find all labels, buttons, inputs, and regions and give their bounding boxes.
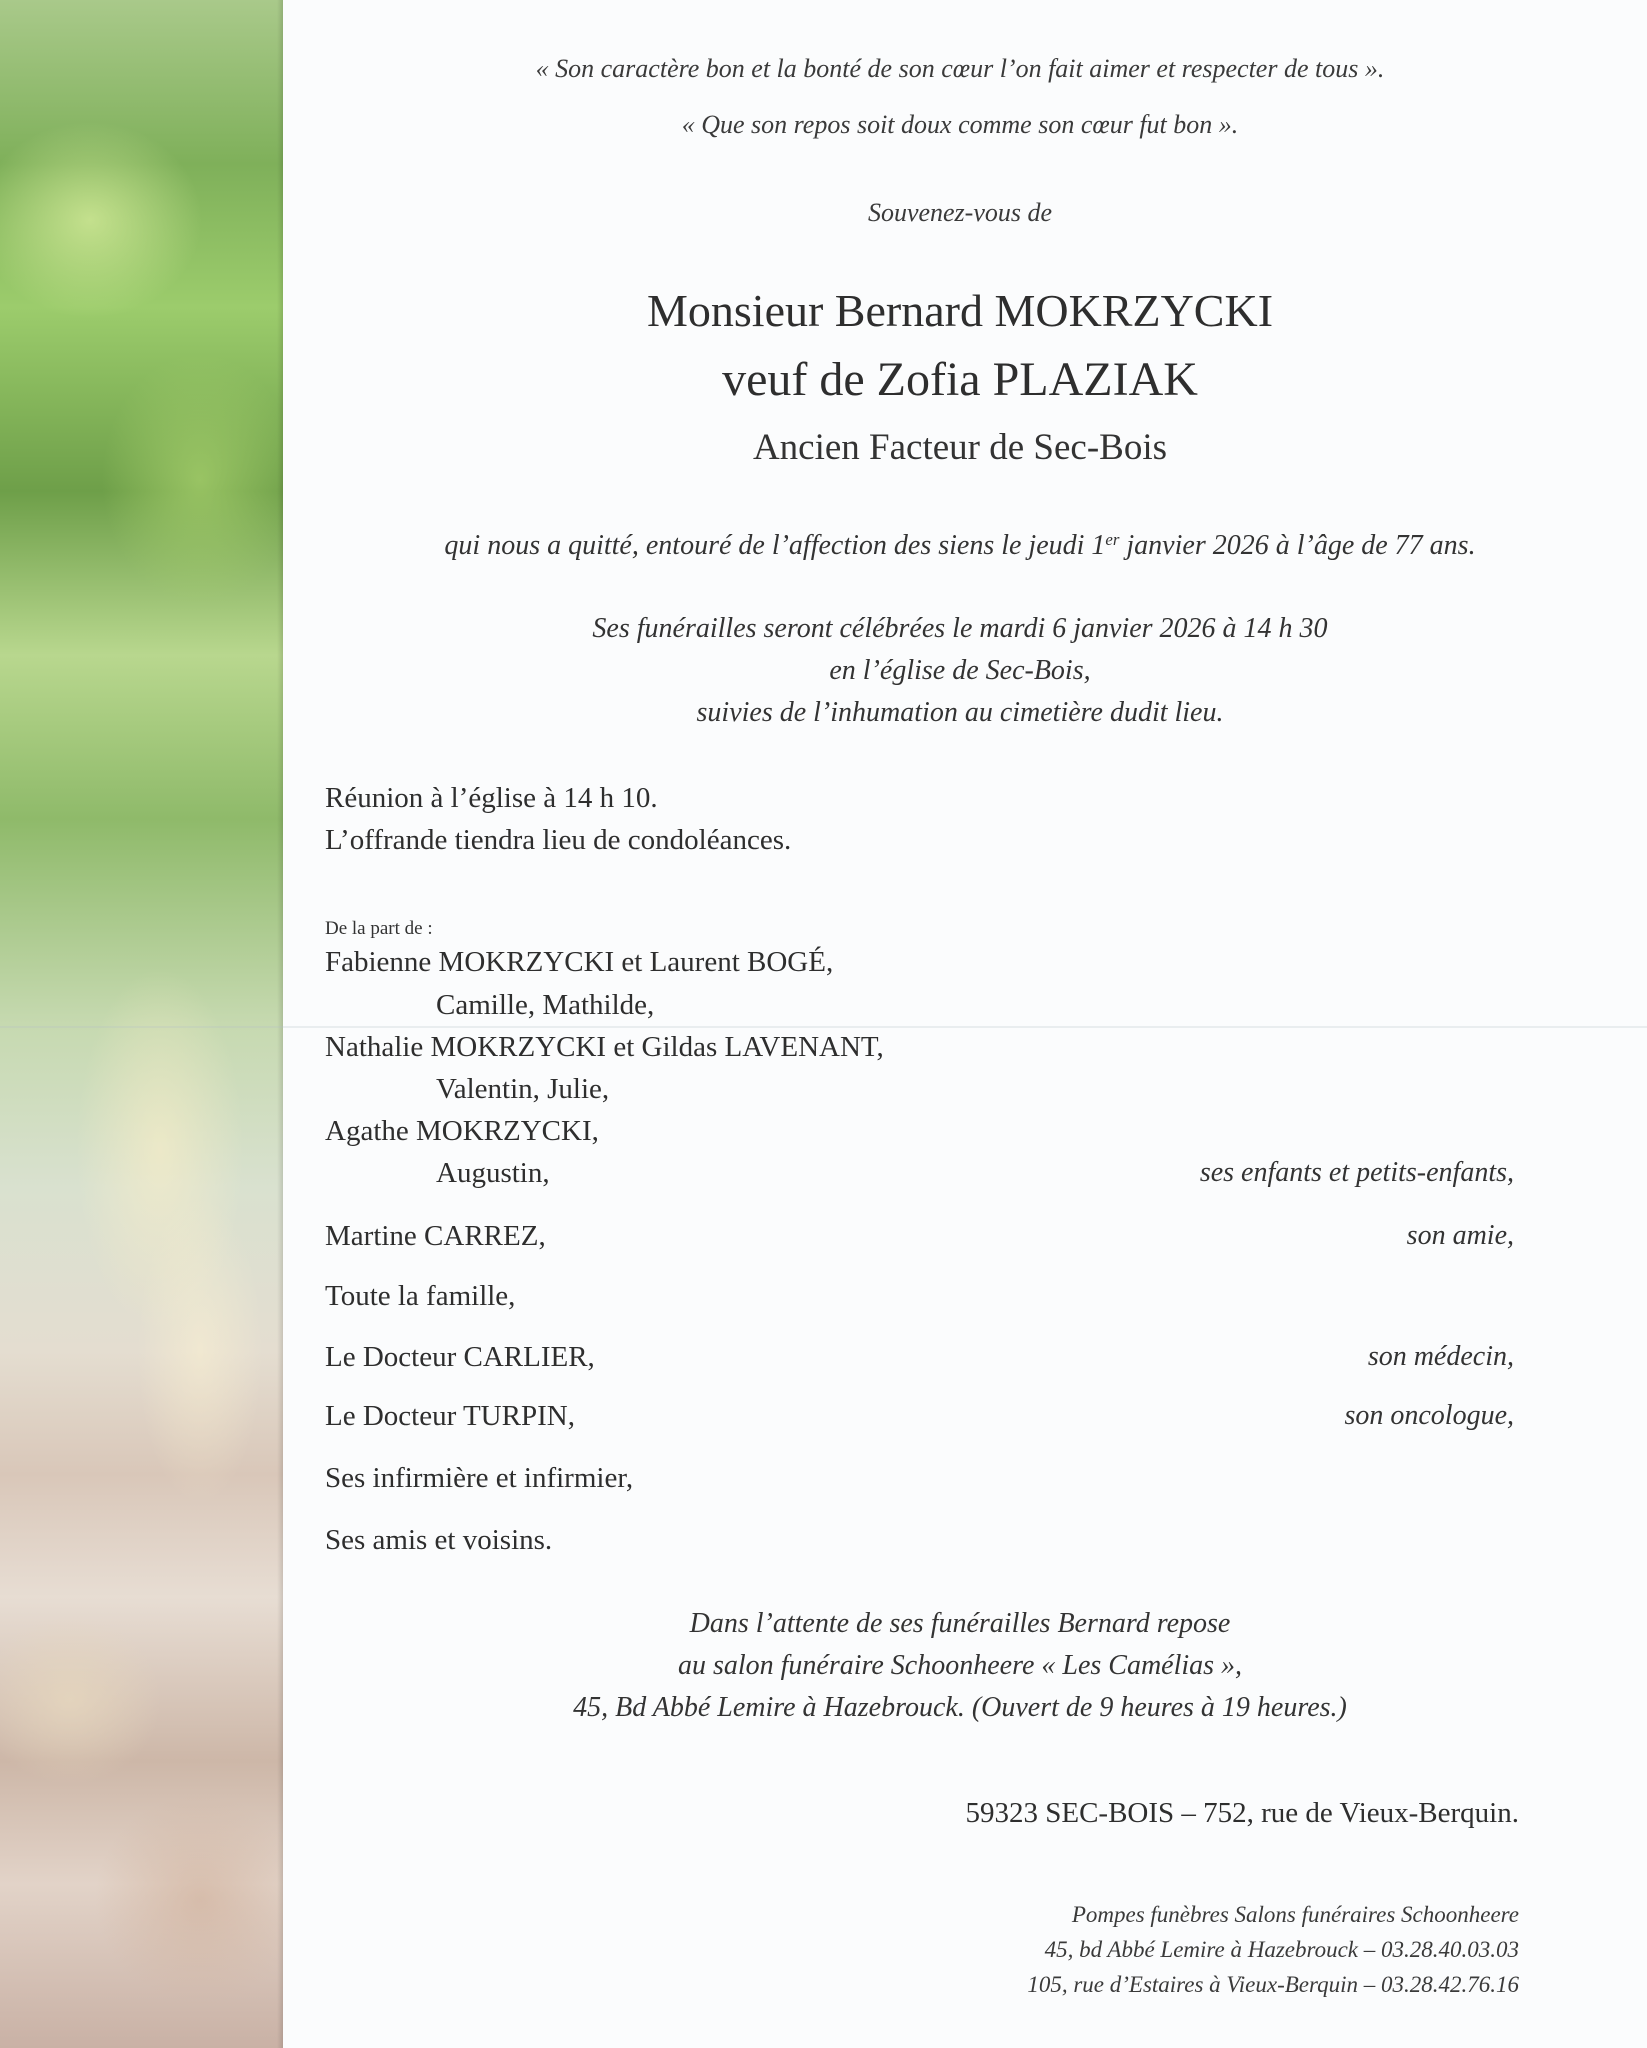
family-row-7: Martine CARREZ, bbox=[325, 1220, 546, 1252]
family-row-10: Le Docteur TURPIN, bbox=[325, 1400, 575, 1432]
family-row-11: Ses infirmière et infirmier, bbox=[325, 1462, 634, 1494]
family-role-7: son amie, bbox=[1406, 1220, 1514, 1251]
meeting-line-2: L’offrande tiendra lieu de condoléances. bbox=[325, 824, 792, 856]
epigraph-line-1: « Son caractère bon et la bonté de son cœur l’on fait aimer et respecter de tous ». bbox=[535, 54, 1385, 83]
home-address: 59323 SEC-BOIS – 752, rue de Vieux-Berquin. bbox=[965, 1797, 1519, 1829]
family-row-3: Nathalie MOKRZYCKI et Gildas LAVENANT, bbox=[325, 1031, 884, 1063]
family-row-1: Fabienne MOKRZYCKI et Laurent BOGÉ, bbox=[325, 946, 834, 978]
deceased-occupation: Ancien Facteur de Sec-Bois bbox=[752, 427, 1168, 468]
funeral-line-3: suivies de l’inhumation au cimetière dudit lieu. bbox=[696, 697, 1224, 728]
death-notice-superscript: er bbox=[1105, 529, 1120, 549]
deceased-widower: veuf de Zofia PLAZIAK bbox=[722, 353, 1198, 406]
family-row-2: Camille, Mathilde, bbox=[436, 989, 655, 1021]
family-row-6: Augustin, bbox=[436, 1157, 550, 1189]
family-row-8: Toute la famille, bbox=[325, 1280, 516, 1312]
family-role-10: son oncologue, bbox=[1344, 1400, 1514, 1431]
death-notice bbox=[330, 530, 1590, 562]
family-role-9: son médecin, bbox=[1367, 1341, 1514, 1372]
rest-line-1: Dans l’attente de ses funérailles Bernard repose bbox=[689, 1608, 1231, 1639]
from-label: De la part de : bbox=[325, 918, 433, 939]
funeral-home-line-3: 105, rue d’Estaires à Vieux-Berquin – 03.28.42.76.16 bbox=[1027, 1972, 1519, 1997]
intro-text: Souvenez-vous de bbox=[867, 198, 1053, 227]
family-role-6: ses enfants et petits-enfants, bbox=[1199, 1157, 1514, 1188]
family-row-4: Valentin, Julie, bbox=[436, 1073, 610, 1105]
rest-line-3: 45, Bd Abbé Lemire à Hazebrouck. (Ouvert de 9 heures à 19 heures.) bbox=[573, 1692, 1347, 1723]
rest-line-2: au salon funéraire Schoonheere « Les Camélias », bbox=[677, 1650, 1243, 1681]
deceased-name: Monsieur Bernard MOKRZYCKI bbox=[646, 285, 1274, 336]
family-row-12: Ses amis et voisins. bbox=[325, 1524, 553, 1556]
epigraph-line-2: « Que son repos soit doux comme son cœur fut bon ». bbox=[681, 110, 1239, 139]
funeral-home-line-2: 45, bd Abbé Lemire à Hazebrouck – 03.28.40.03.03 bbox=[1044, 1937, 1519, 1962]
funeral-line-1: Ses funérailles seront célébrées le mardi 6 janvier 2026 à 14 h 30 bbox=[592, 613, 1328, 644]
fold-line bbox=[0, 1026, 1647, 1028]
death-notice-after: janvier 2026 à l’âge de 77 ans. bbox=[1119, 530, 1476, 561]
funeral-line-2: en l’église de Sec-Bois, bbox=[829, 655, 1091, 686]
funeral-home-line-1: Pompes funèbres Salons funéraires Schoonheere bbox=[1071, 1902, 1519, 1927]
meeting-line-1: Réunion à l’église à 14 h 10. bbox=[325, 782, 658, 814]
death-notice-before: qui nous a quitté, entouré de l’affection des siens le jeudi 1 bbox=[444, 530, 1106, 561]
forest-photo-strip bbox=[0, 0, 283, 2048]
family-row-9: Le Docteur CARLIER, bbox=[325, 1341, 595, 1373]
family-row-5: Agathe MOKRZYCKI, bbox=[325, 1115, 599, 1147]
